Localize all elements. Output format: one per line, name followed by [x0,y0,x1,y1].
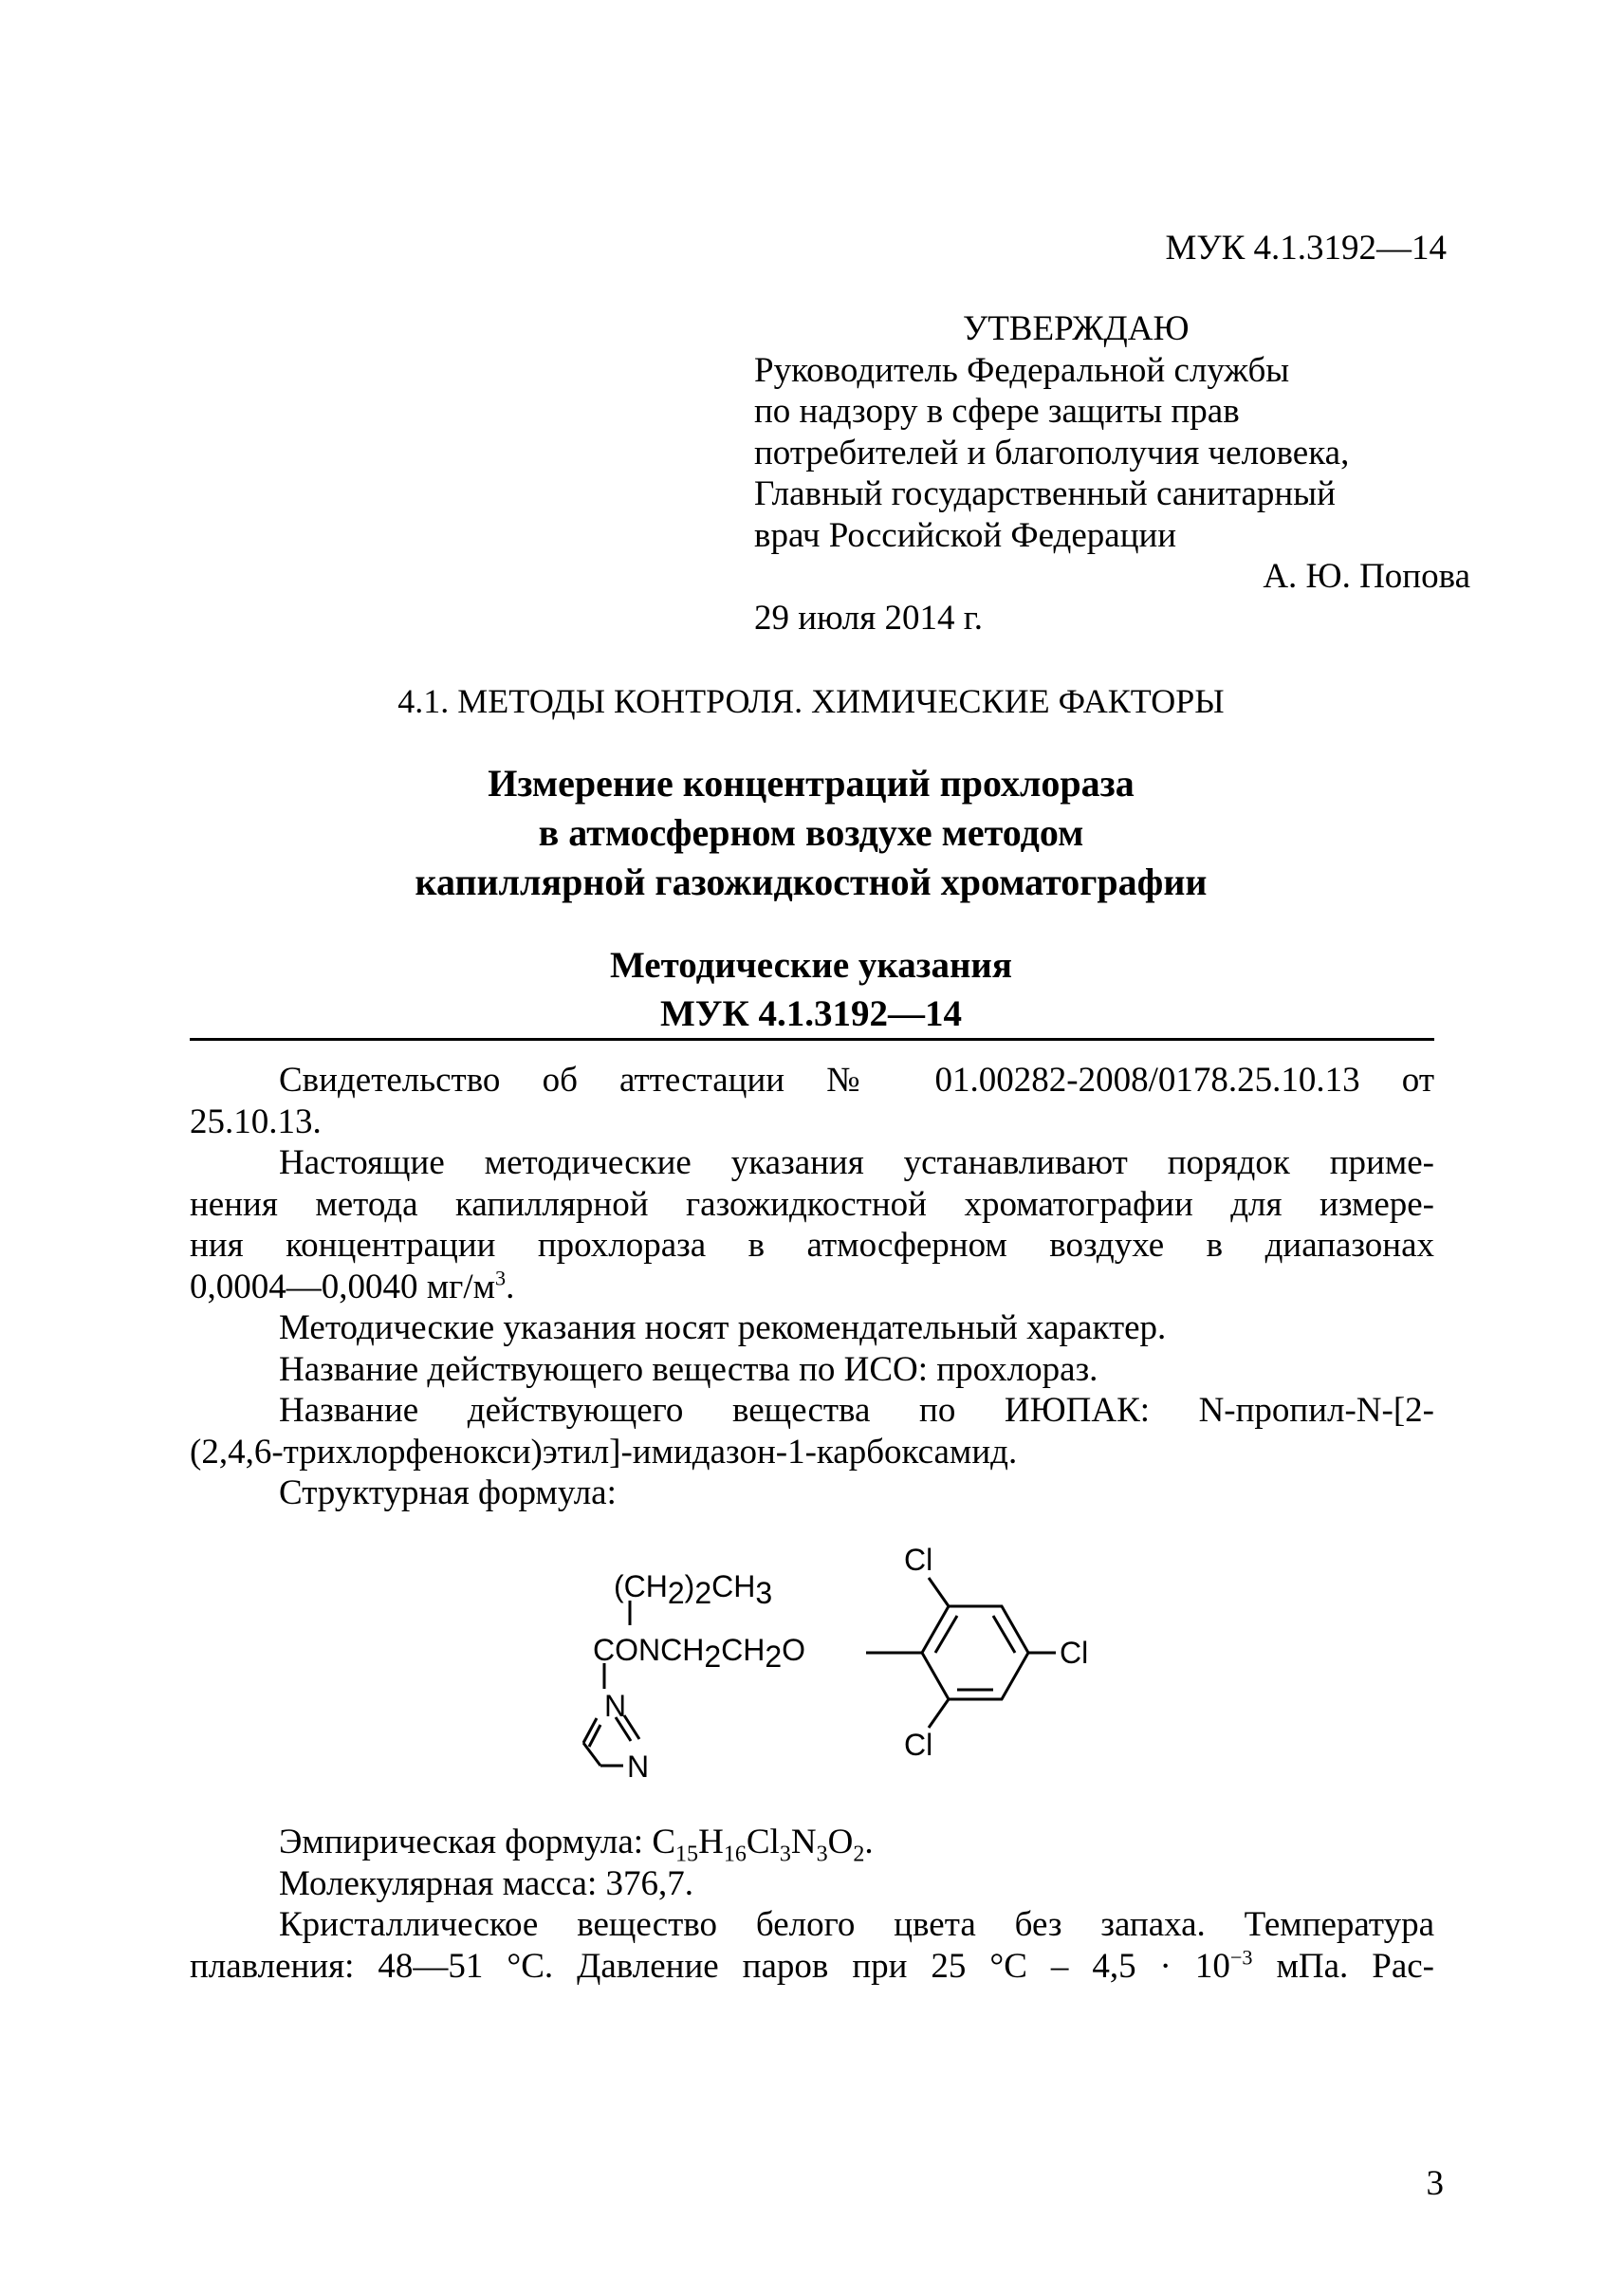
chlorine-bottom-label: Cl [904,1728,933,1762]
approval-lines [754,350,1475,557]
structural-formula-label: Структурная формула: [279,1473,617,1512]
empirical-formula: $C_{15}H_{16}Cl_3N_3O_2$. [652,1823,874,1867]
title-divider [190,1038,1434,1041]
page-number: 3 [1426,2164,1444,2203]
scope-range [190,1267,1434,1308]
empirical-formula-line [190,1822,1434,1867]
certificate-date: 25.10.13. [190,1102,322,1141]
unit-superscript: 3 [495,1266,507,1290]
document-code: МУК 4.1.3192—14 [1165,229,1447,268]
properties-text [190,1822,1434,1987]
title-line: капиллярной газожидкостной хроматографии [415,861,1208,903]
structure-labels [593,1543,1088,1784]
scope-line: нения метода капиллярной газожидкостной хроматографии для измере- [190,1184,1434,1224]
bond-line [583,1718,597,1743]
approval-line: Главный государственный санитарный [754,474,1336,513]
description-line: Кристаллическое вещество белого цвета без запаха. Температура [279,1905,1434,1944]
scope-range-value: 0,0004—0,0040 мг/м [190,1267,496,1306]
subtitle-line: МУК 4.1.3192—14 [660,993,962,1034]
approval-line: Руководитель Федеральной службы [754,350,1290,390]
scope-line: Настоящие методические указания устанавливают порядок приме- [279,1143,1434,1182]
description-text: мПа. Рас- [1252,1946,1434,1986]
subtitle-line: Методические указания [609,945,1012,986]
scope-range-end: . [506,1267,515,1306]
imidazole-n1-label: N [604,1689,627,1723]
title-line: в атмосферном воздухе методом [538,811,1084,854]
chlorine-top-label: Cl [904,1543,933,1577]
iupac-line: Название действующего вещества по ИЮПАК: N-пропил-N-[2- [279,1391,1434,1430]
approval-block [754,308,1475,639]
imidazole-n3-label: N [627,1750,650,1784]
structure-bonds [583,1578,1056,1766]
molecular-mass-line: Молекулярная масса: 376,7. [279,1863,694,1903]
description-line [190,1946,1434,1988]
document-title [190,759,1432,907]
iupac-line: (2,4,6-трихлорфенокси)этил]-имидазон-1-карбоксамид. [190,1432,1018,1472]
description-text: плавления: 48—51 °С. Давление паров при 25 °С – 4,5 · 10 [190,1946,1230,1986]
exponent-superscript: −3 [1229,1945,1253,1970]
approval-date: 29 июля 2014 г. [754,598,984,638]
chlorine-right-label: Cl [1060,1636,1089,1670]
bond-line [583,1743,600,1766]
section-heading: 4.1. МЕТОДЫ КОНТРОЛЯ. ХИМИЧЕСКИЕ ФАКТОРЫ [397,682,1225,720]
scope-line: ния концентрации прохлораза в атмосферном воздухе в диапазонах [190,1226,1434,1265]
document-subtitle [190,941,1432,1038]
body-text [190,1060,1434,1514]
benzene-ring [922,1606,1028,1699]
main-chain-label: CONCH2CH2O [593,1633,806,1674]
title-line: Измерение концентраций прохлораза [488,762,1135,805]
approval-heading: УТВЕРЖДАЮ [963,309,1190,348]
bond-line [929,1699,949,1728]
bond-line [929,1578,949,1606]
structural-formula-diagram [564,1542,1096,1826]
approval-line: потребителей и благополучия человека, [754,433,1350,472]
empirical-formula-label: Эмпирическая формула: [279,1823,653,1861]
approval-signer: А. Ю. Попова [1263,557,1470,596]
propyl-chain-label: (CH2)2CH3 [614,1569,773,1610]
iso-name-line: Название действующего вещества по ИСО: прохлораз. [279,1349,1098,1389]
certificate-line: Свидетельство об аттестации № 01.00282-2008/0178.25.10.13 от [279,1061,1434,1100]
advisory-line: Методические указания носят рекомендательный характер. [279,1308,1167,1347]
approval-line: по надзору в сфере защиты прав [754,392,1240,431]
approval-line: врач Российской Федерации [754,515,1177,555]
